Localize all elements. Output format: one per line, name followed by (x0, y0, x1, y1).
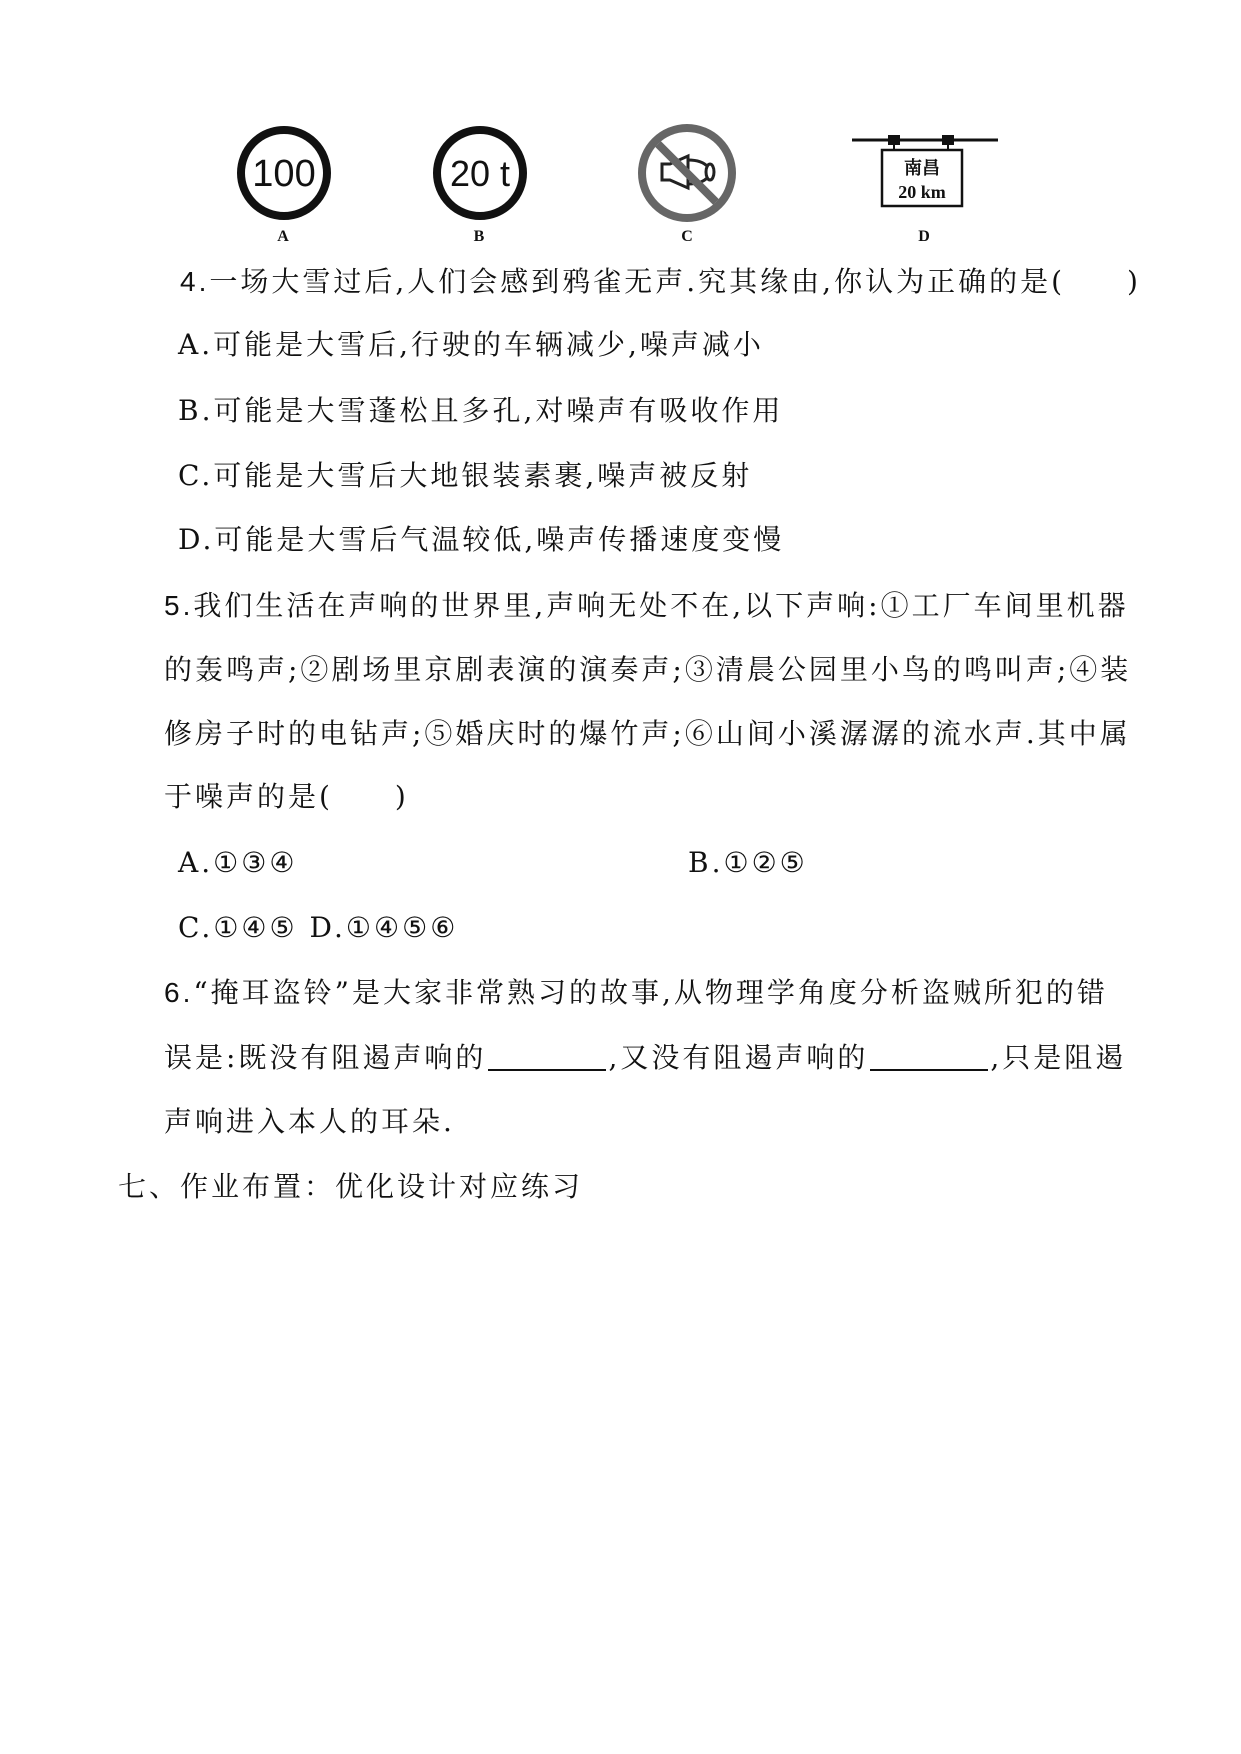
sign-a-text: 100 (252, 153, 316, 195)
sign-d-city: 南昌 (904, 158, 940, 179)
q5-option-d: D.①④⑤⑥ (309, 911, 459, 944)
q6-line-2-part-a: 误是:既没有阻遏声响的 (164, 1041, 487, 1074)
q5-option-c: C.①④⑤ (178, 911, 298, 944)
q4-option-a: A.可能是大雪后,行驶的车辆减少,噪声减小 (178, 328, 764, 361)
q5-option-c-d (178, 910, 458, 946)
q6-line-1 (164, 975, 1108, 1011)
q6-number: 6. (164, 977, 194, 1008)
sign-a-speed-limit (236, 125, 332, 221)
q5-stem-line-4: 于噪声的是( ) (164, 780, 409, 813)
sign-b-label: B (473, 228, 485, 245)
no-honking-horn-icon (636, 122, 738, 224)
q6-answer-blank-2[interactable] (870, 1041, 988, 1071)
sign-b-text: 20 t (449, 153, 511, 194)
sign-d-distance (850, 132, 1000, 212)
section-7-homework: 七、作业布置：优化设计对应练习 (118, 1170, 584, 1203)
sign-c-no-honking (636, 122, 738, 224)
speed-limit-sign-icon (236, 125, 332, 221)
q6-answer-blank-1[interactable] (488, 1041, 606, 1071)
q4-option-d: D.可能是大雪后气温较低,噪声传播速度变慢 (178, 523, 785, 556)
sign-c-label: C (681, 228, 693, 245)
q4-number: 4. (180, 266, 210, 297)
q5-number: 5. (164, 590, 194, 621)
distance-sign-icon (850, 132, 1000, 212)
q5-stem-line-3: 修房子时的电钻声;⑤婚庆时的爆竹声;⑥山间小溪潺潺的流水声.其中属 (164, 717, 1131, 750)
q4-stem-text: 一场大雪过后,人们会感到鸦雀无声.究其缘由,你认为正确的是( ) (209, 265, 1141, 298)
q6-line-2-part-c: ,只是阻遏 (990, 1041, 1127, 1074)
q4-stem (180, 264, 1141, 300)
sign-b-weight-limit (432, 125, 528, 221)
q5-option-b: B.①②⑤ (688, 846, 808, 879)
q5-stem-line-2: 的轰鸣声;②剧场里京剧表演的演奏声;③清晨公园里小鸟的鸣叫声;④装 (164, 653, 1132, 686)
q5-stem-text-1: 我们生活在声响的世界里,声响无处不在,以下声响:①工厂车间里机器 (193, 589, 1129, 622)
weight-limit-sign-icon (432, 125, 528, 221)
q4-option-c: C.可能是大雪后大地银装素裹,噪声被反射 (178, 459, 753, 492)
q6-line-3: 声响进入本人的耳朵. (164, 1105, 455, 1138)
q5-stem-line-1 (164, 588, 1129, 624)
q5-option-a: A.①③④ (178, 846, 298, 879)
q6-line-2-part-b: ,又没有阻遏声响的 (608, 1041, 869, 1074)
q6-line-1-text: “掩耳盗铃”是大家非常熟习的故事,从物理学角度分析盗贼所犯的错 (193, 976, 1108, 1009)
sign-d-label: D (918, 228, 930, 245)
q6-line-2 (164, 1040, 1126, 1076)
sign-d-distance-text: 20 km (898, 182, 946, 202)
q4-option-b: B.可能是大雪蓬松且多孔,对噪声有吸收作用 (178, 394, 784, 427)
sign-a-label: A (277, 228, 289, 245)
